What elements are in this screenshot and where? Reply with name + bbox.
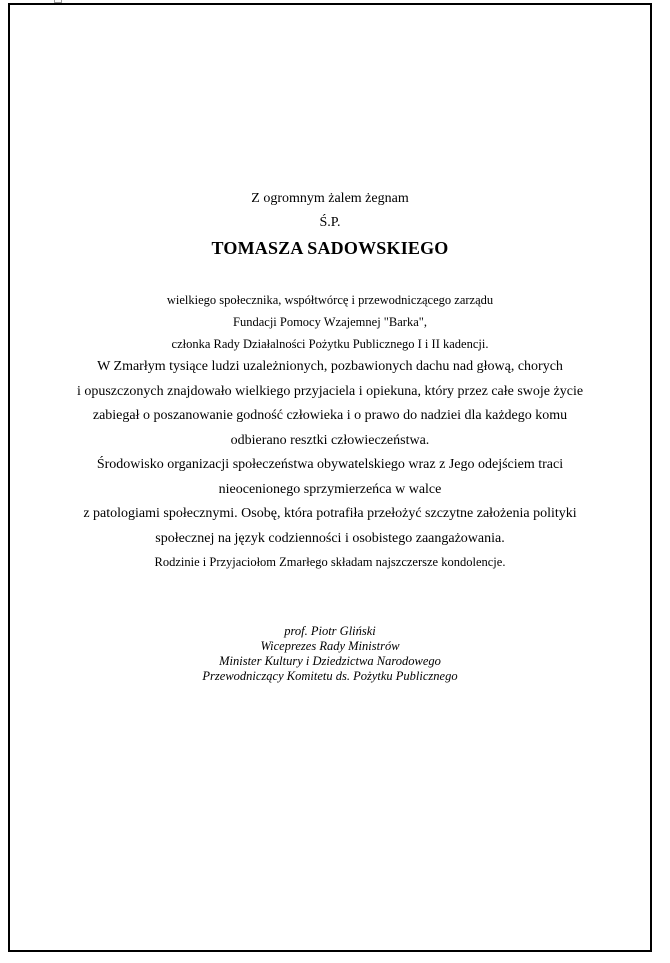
body-line: społecznej na język codzienności i osobistego zaangażowania.: [155, 530, 505, 546]
signatory-title: Minister Kultury i Dziedzictwa Narodowego: [219, 654, 441, 668]
body-line: członka Rady Działalności Pożytku Publicznego I i II kadencji.: [171, 337, 489, 351]
honorific: Ś.P.: [319, 215, 341, 230]
body-line: Rodzinie i Przyjaciołom Zmarłego składam najszczersze kondolencje.: [154, 555, 506, 569]
signatory-title: Przewodniczący Komitetu ds. Pożytku Publicznego: [202, 669, 458, 683]
greeting: Z ogromnym żalem żegnam: [251, 191, 409, 206]
body-line: nieocenionego sprzymierzeńca w walce: [218, 481, 442, 497]
body-line: Środowisko organizacji społeczeństwa obywatelskiego wraz z Jego odejściem traci: [96, 457, 564, 472]
signatory-title: Wiceprezes Rady Ministrów: [260, 639, 400, 653]
body-line: Fundacji Pomocy Wzajemnej "Barka",: [233, 315, 427, 329]
body-line: zabiegał o poszanowanie godność człowieka i o prawo do nadziei dla każdego komu: [92, 408, 568, 423]
body-line: wielkiego społecznika, współtwórcę i przewodniczącego zarządu: [166, 293, 494, 307]
signatory-name: prof. Piotr Gliński: [284, 624, 376, 638]
body-line: z patologiami społecznymi. Osobę, która potrafiła przełożyć szczytne założenia polityki: [83, 506, 577, 521]
body-line: W Zmarłym tysiące ludzi uzależnionych, pozbawionych dachu nad głową, chorych: [97, 359, 563, 374]
letter-body: [0, 289, 660, 573]
body-line: i opuszczonych znajdowało wielkiego przyjaciela i opiekuna, który przez całe swoje życie: [76, 383, 584, 399]
condolence-letter: [0, 188, 660, 573]
signature-block: [0, 624, 660, 684]
body-line: odbierano resztki człowieczeństwa.: [230, 432, 430, 448]
deceased-name: TOMASZA SADOWSKIEGO: [211, 238, 449, 258]
